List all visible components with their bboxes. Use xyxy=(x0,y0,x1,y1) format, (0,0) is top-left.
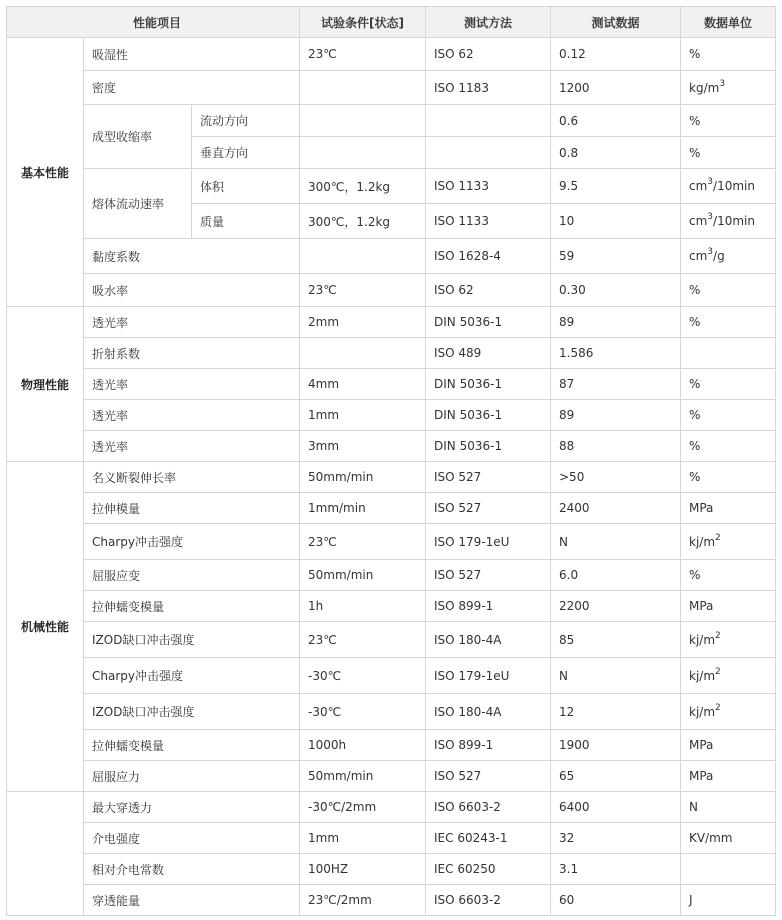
property-name: 透光率 xyxy=(84,431,300,462)
test-condition: 23℃ xyxy=(300,524,426,560)
unit: MPa xyxy=(681,730,776,761)
test-method: DIN 5036-1 xyxy=(426,369,551,400)
properties-table xyxy=(6,6,776,916)
unit: % xyxy=(681,307,776,338)
test-method: ISO 179-1eU xyxy=(426,658,551,694)
test-condition xyxy=(300,137,426,169)
test-method: DIN 5036-1 xyxy=(426,400,551,431)
test-condition: 2mm xyxy=(300,307,426,338)
section-basic: 基本性能 xyxy=(7,38,84,307)
table-row xyxy=(7,400,776,431)
property-name: 名义断裂伸长率 xyxy=(84,462,300,493)
property-subname: 垂直方向 xyxy=(192,137,300,169)
test-value: 9.5 xyxy=(551,169,681,204)
test-method: IEC 60243-1 xyxy=(426,823,551,854)
unit: $kj/m^2$ xyxy=(681,524,776,560)
table-row xyxy=(7,338,776,369)
test-method: ISO 527 xyxy=(426,493,551,524)
test-value: 0.30 xyxy=(551,274,681,307)
property-name: 拉伸蠕变模量 xyxy=(84,730,300,761)
test-value: 87 xyxy=(551,369,681,400)
unit: N xyxy=(681,792,776,823)
unit: % xyxy=(681,137,776,169)
test-value: >50 xyxy=(551,462,681,493)
test-method: ISO 6603-2 xyxy=(426,792,551,823)
test-method: ISO 489 xyxy=(426,338,551,369)
test-method: ISO 1133 xyxy=(426,204,551,239)
electrical-section xyxy=(7,792,776,916)
section-physical: 物理性能 xyxy=(7,307,84,462)
test-method: ISO 62 xyxy=(426,274,551,307)
table-row xyxy=(7,792,776,823)
table-row xyxy=(7,591,776,622)
test-condition: 50mm/min xyxy=(300,462,426,493)
table-row xyxy=(7,431,776,462)
test-value: 0.6 xyxy=(551,105,681,137)
property-name: Charpy冲击强度 xyxy=(84,658,300,694)
unit: $kj/m^2$ xyxy=(681,622,776,658)
property-name: IZOD缺口冲击强度 xyxy=(84,622,300,658)
property-name: 密度 xyxy=(84,71,300,105)
test-value: 59 xyxy=(551,239,681,274)
unit: % xyxy=(681,274,776,307)
header-value: 测试数据 xyxy=(551,7,681,38)
test-condition: 1h xyxy=(300,591,426,622)
test-method xyxy=(426,105,551,137)
unit: MPa xyxy=(681,493,776,524)
test-condition xyxy=(300,338,426,369)
test-value: 3.1 xyxy=(551,854,681,885)
test-value: 1.586 xyxy=(551,338,681,369)
test-condition: 23℃ xyxy=(300,274,426,307)
test-value: 88 xyxy=(551,431,681,462)
test-condition: 23℃ xyxy=(300,38,426,71)
table-row xyxy=(7,71,776,105)
unit: % xyxy=(681,369,776,400)
test-value: 0.12 xyxy=(551,38,681,71)
property-name: 成型收缩率 xyxy=(84,105,192,169)
test-condition: 1mm xyxy=(300,823,426,854)
test-condition: -30℃ xyxy=(300,694,426,730)
table-row xyxy=(7,854,776,885)
property-name: 相对介电常数 xyxy=(84,854,300,885)
unit: % xyxy=(681,105,776,137)
table-row xyxy=(7,169,776,204)
table-row xyxy=(7,694,776,730)
mechanical-section xyxy=(7,462,776,792)
property-subname: 流动方向 xyxy=(192,105,300,137)
header-condition: 试验条件[状态] xyxy=(300,7,426,38)
test-condition: 3mm xyxy=(300,431,426,462)
property-name: 熔体流动速率 xyxy=(84,169,192,239)
property-name: 吸水率 xyxy=(84,274,300,307)
test-method: ISO 527 xyxy=(426,560,551,591)
test-condition: 300℃，1.2kg xyxy=(300,169,426,204)
unit: $kj/m^2$ xyxy=(681,694,776,730)
table-row xyxy=(7,38,776,71)
test-value: 6.0 xyxy=(551,560,681,591)
test-condition xyxy=(300,239,426,274)
test-value: 89 xyxy=(551,307,681,338)
test-value: 6400 xyxy=(551,792,681,823)
unit: MPa xyxy=(681,761,776,792)
section-electrical xyxy=(7,792,84,916)
property-name: 最大穿透力 xyxy=(84,792,300,823)
property-name: 拉伸蠕变模量 xyxy=(84,591,300,622)
property-name: 透光率 xyxy=(84,400,300,431)
property-name: IZOD缺口冲击强度 xyxy=(84,694,300,730)
test-method xyxy=(426,137,551,169)
test-method: DIN 5036-1 xyxy=(426,431,551,462)
test-condition: 50mm/min xyxy=(300,560,426,591)
unit: $cm^3/10\min$ xyxy=(681,204,776,239)
test-method: ISO 180-4A xyxy=(426,622,551,658)
test-method: ISO 1628-4 xyxy=(426,239,551,274)
test-condition: 1000h xyxy=(300,730,426,761)
test-condition: 100HZ xyxy=(300,854,426,885)
test-condition: -30℃ xyxy=(300,658,426,694)
test-method: ISO 62 xyxy=(426,38,551,71)
unit: % xyxy=(681,431,776,462)
test-condition: 50mm/min xyxy=(300,761,426,792)
test-condition xyxy=(300,105,426,137)
test-condition: 1mm xyxy=(300,400,426,431)
table-row xyxy=(7,560,776,591)
test-value: 2400 xyxy=(551,493,681,524)
unit: % xyxy=(681,38,776,71)
test-value: N xyxy=(551,658,681,694)
test-method: IEC 60250 xyxy=(426,854,551,885)
test-value: 89 xyxy=(551,400,681,431)
property-name: 介电强度 xyxy=(84,823,300,854)
table-row xyxy=(7,369,776,400)
unit: $cm^3/10\min$ xyxy=(681,169,776,204)
test-condition: 4mm xyxy=(300,369,426,400)
unit: % xyxy=(681,462,776,493)
test-value: 60 xyxy=(551,885,681,916)
table-row xyxy=(7,105,776,137)
test-method: ISO 1183 xyxy=(426,71,551,105)
test-value: 0.8 xyxy=(551,137,681,169)
section-mechanical: 机械性能 xyxy=(7,462,84,792)
test-method: DIN 5036-1 xyxy=(426,307,551,338)
property-name: 透光率 xyxy=(84,307,300,338)
physical-section xyxy=(7,307,776,462)
test-value: 10 xyxy=(551,204,681,239)
unit: % xyxy=(681,560,776,591)
property-name: Charpy冲击强度 xyxy=(84,524,300,560)
test-method: ISO 6603-2 xyxy=(426,885,551,916)
unit: MPa xyxy=(681,591,776,622)
property-name: 折射系数 xyxy=(84,338,300,369)
property-subname: 质量 xyxy=(192,204,300,239)
unit: % xyxy=(681,400,776,431)
test-method: ISO 527 xyxy=(426,462,551,493)
table-row xyxy=(7,239,776,274)
test-method: ISO 180-4A xyxy=(426,694,551,730)
header-property: 性能项目 xyxy=(7,7,300,38)
test-value: 1200 xyxy=(551,71,681,105)
property-name: 黏度系数 xyxy=(84,239,300,274)
unit: $kg/m^3$ xyxy=(681,71,776,105)
test-condition: -30℃/2mm xyxy=(300,792,426,823)
table-row xyxy=(7,462,776,493)
table-row xyxy=(7,823,776,854)
test-method: ISO 899-1 xyxy=(426,591,551,622)
table-row xyxy=(7,493,776,524)
table-row xyxy=(7,274,776,307)
unit xyxy=(681,338,776,369)
test-value: 85 xyxy=(551,622,681,658)
test-value: 2200 xyxy=(551,591,681,622)
property-name: 透光率 xyxy=(84,369,300,400)
table-row xyxy=(7,730,776,761)
property-name: 屈服应力 xyxy=(84,761,300,792)
test-value: 12 xyxy=(551,694,681,730)
test-condition: 23℃/2mm xyxy=(300,885,426,916)
unit: J xyxy=(681,885,776,916)
test-condition: 23℃ xyxy=(300,622,426,658)
test-condition: 300℃，1.2kg xyxy=(300,204,426,239)
test-condition xyxy=(300,71,426,105)
property-name: 穿透能量 xyxy=(84,885,300,916)
test-method: ISO 899-1 xyxy=(426,730,551,761)
property-name: 屈服应变 xyxy=(84,560,300,591)
test-condition: 1mm/min xyxy=(300,493,426,524)
test-method: ISO 1133 xyxy=(426,169,551,204)
property-name: 拉伸模量 xyxy=(84,493,300,524)
header-unit: 数据单位 xyxy=(681,7,776,38)
table-header xyxy=(7,7,776,38)
table-row xyxy=(7,885,776,916)
test-method: ISO 527 xyxy=(426,761,551,792)
table-row xyxy=(7,524,776,560)
unit xyxy=(681,854,776,885)
table-row xyxy=(7,761,776,792)
unit: KV/mm xyxy=(681,823,776,854)
test-value: N xyxy=(551,524,681,560)
test-value: 32 xyxy=(551,823,681,854)
table-row xyxy=(7,622,776,658)
unit: $kj/m^2$ xyxy=(681,658,776,694)
test-method: ISO 179-1eU xyxy=(426,524,551,560)
property-subname: 体积 xyxy=(192,169,300,204)
property-name: 吸湿性 xyxy=(84,38,300,71)
test-value: 1900 xyxy=(551,730,681,761)
header-method: 测试方法 xyxy=(426,7,551,38)
table-row xyxy=(7,307,776,338)
table-row xyxy=(7,658,776,694)
test-value: 65 xyxy=(551,761,681,792)
unit: $cm^3/g$ xyxy=(681,239,776,274)
